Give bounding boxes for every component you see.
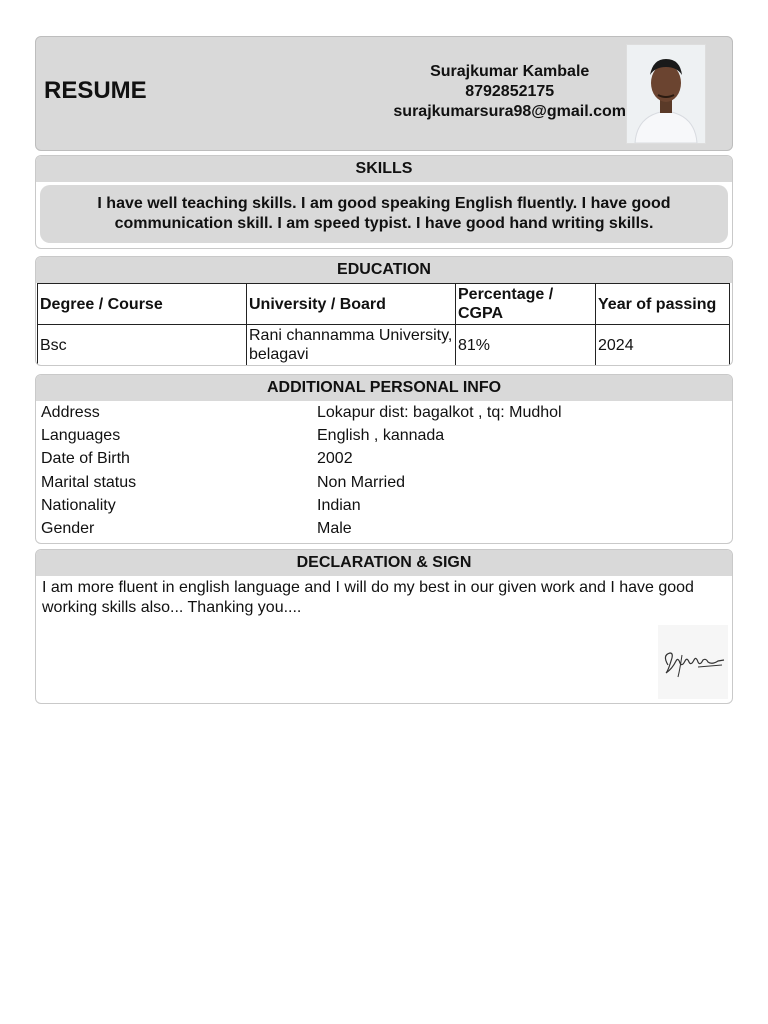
table-header-row (38, 284, 730, 325)
info-value: Indian (317, 496, 361, 514)
info-value: English , kannada (317, 427, 445, 445)
column-header: Degree / Course (38, 284, 247, 325)
table-cell: 2024 (596, 325, 730, 366)
candidate-name: Surajkumar Kambale (430, 63, 590, 80)
education-table (37, 283, 730, 366)
info-value: Male (317, 519, 352, 537)
info-value: Lokapur dist: bagalkot , tq: Mudhol (317, 404, 562, 421)
info-value: Non Married (317, 473, 406, 491)
info-row (36, 494, 732, 517)
info-value: 2002 (317, 450, 353, 468)
info-row (36, 517, 732, 540)
info-row (36, 424, 732, 447)
info-row (36, 471, 732, 494)
info-label: Marital status (41, 473, 137, 491)
profile-photo (626, 44, 706, 144)
table-cell: Rani channamma University, belagavi (247, 325, 456, 366)
signature-image (658, 625, 728, 699)
resume-header (35, 36, 733, 151)
skills-heading: SKILLS (36, 156, 732, 182)
info-label: Date of Birth (41, 450, 130, 468)
signature-icon (658, 625, 728, 699)
person-photo-icon (627, 45, 705, 143)
education-heading: EDUCATION (36, 257, 732, 283)
info-label: Address (41, 404, 100, 421)
contact-block (393, 62, 626, 122)
info-label: Gender (41, 519, 95, 537)
info-row (36, 401, 732, 424)
skills-section (35, 155, 733, 249)
info-label: Languages (41, 427, 121, 445)
table-cell: 81% (456, 325, 596, 366)
info-label: Nationality (41, 496, 116, 514)
info-row (36, 447, 732, 470)
declaration-section (35, 549, 733, 704)
column-header: Percentage / CGPA (456, 284, 596, 325)
personal-info-heading: ADDITIONAL PERSONAL INFO (36, 375, 732, 401)
column-header: University / Board (247, 284, 456, 325)
candidate-phone: 8792852175 (465, 83, 555, 100)
column-header: Year of passing (596, 284, 730, 325)
table-cell: Bsc (38, 325, 247, 366)
personal-info-section (35, 374, 733, 544)
declaration-heading: DECLARATION & SIGN (36, 550, 732, 576)
education-section (35, 256, 733, 366)
table-row (38, 325, 730, 366)
skills-text: I have well teaching skills. I am good speaking English fluently. I have good communication skill. I am speed typist. I have good hand writing skills. (40, 185, 728, 243)
declaration-text: I am more fluent in english language and I will do my best in our given work and I have good working skills also... Thanking you.... (42, 579, 694, 616)
resume-title: RESUME (44, 77, 147, 104)
candidate-email: surajkumarsura98@gmail.com (393, 103, 626, 120)
